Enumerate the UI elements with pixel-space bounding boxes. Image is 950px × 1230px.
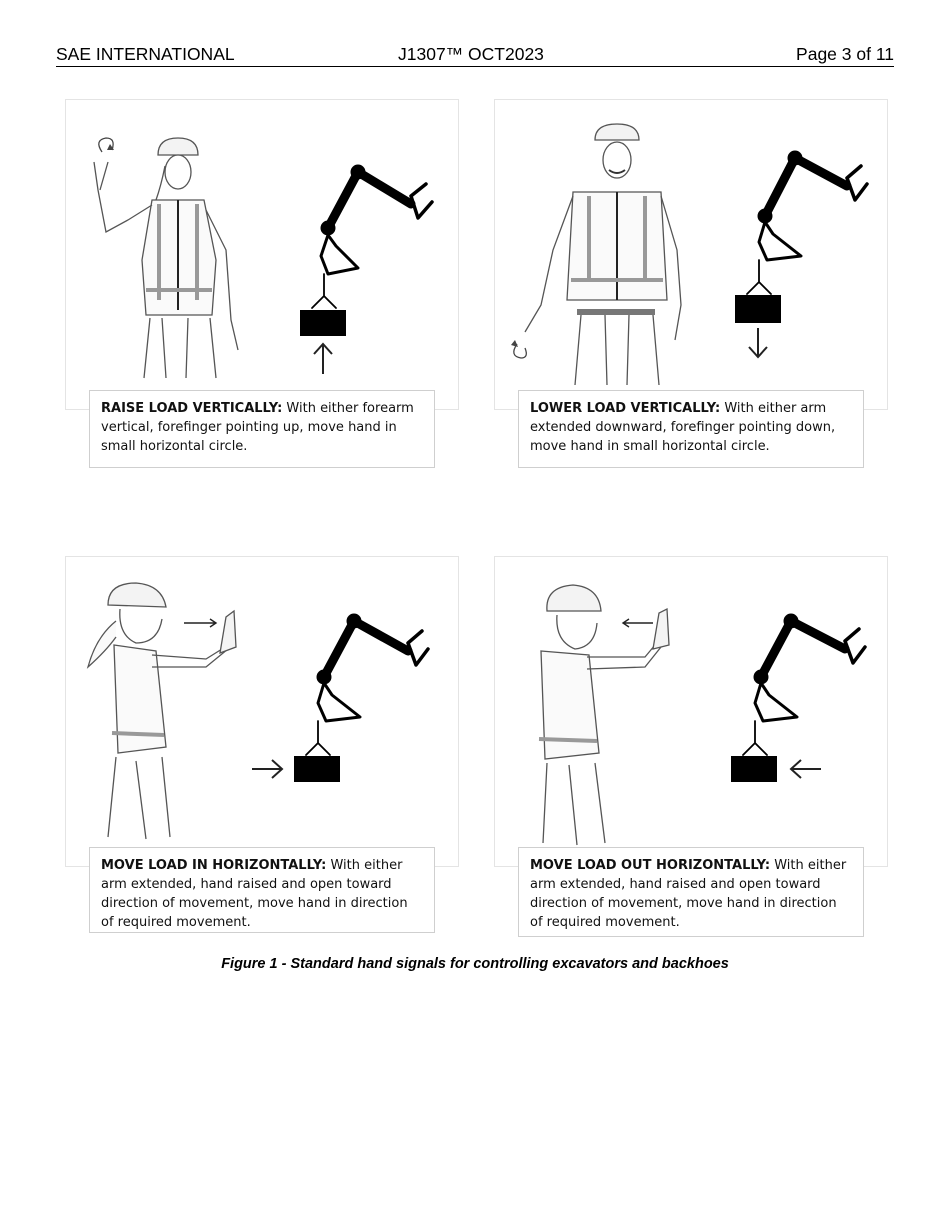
load-block [300, 310, 346, 336]
lower-load-caption [518, 390, 864, 468]
excavator-arm-icon [743, 614, 865, 755]
arrow-up-icon [314, 344, 332, 374]
panel-move-load-out [494, 556, 888, 867]
excavator-arm-icon [306, 614, 428, 755]
move-load-out-caption [518, 847, 864, 937]
panel-lower-load [494, 99, 888, 410]
arrow-down-icon [749, 328, 767, 357]
lower-load-title: LOWER LOAD VERTICALLY: [530, 401, 721, 416]
excavator-arm-icon [747, 151, 867, 294]
excavator-arm-icon [312, 165, 432, 308]
move-load-in-description: With either arm extended, hand raised and open toward direction of movement, move hand in direction of required movement. [101, 858, 408, 930]
worker-figure-male-side [539, 585, 669, 845]
lower-load-illustration [495, 100, 887, 409]
move-load-out-illustration [495, 557, 887, 866]
raise-load-illustration [66, 100, 458, 409]
header-document-id: J1307™ OCT2023 [398, 44, 544, 64]
arrow-left-icon [791, 760, 821, 778]
move-load-in-illustration [66, 557, 458, 866]
load-block [731, 756, 777, 782]
move-load-in-title: MOVE LOAD IN HORIZONTALLY: [101, 858, 327, 873]
header-organization: SAE INTERNATIONAL [56, 44, 235, 64]
worker-figure-female-arm-up [94, 138, 238, 378]
move-load-out-description: With either arm extended, hand raised and open toward direction of movement, move hand in direction of required movement. [530, 858, 847, 930]
panel-raise-load [65, 99, 459, 410]
circle-motion-arrowhead [511, 340, 518, 347]
motion-arrow-left-icon [623, 619, 653, 627]
raise-load-caption [89, 390, 435, 468]
motion-arrow-right-icon [184, 619, 216, 627]
raise-load-title: RAISE LOAD VERTICALLY: [101, 401, 283, 416]
worker-figure-male-arm-down [525, 124, 681, 385]
load-block [294, 756, 340, 782]
panel-move-load-in [65, 556, 459, 867]
move-load-in-caption [89, 847, 435, 933]
figure-caption: Figure 1 - Standard hand signals for controlling excavators and backhoes [221, 956, 729, 972]
raise-load-description: With either forearm vertical, forefinger pointing up, move hand in small horizontal circle. [101, 401, 414, 454]
lower-load-description: With either arm extended downward, forefinger pointing down, move hand in small horizontal circle. [530, 401, 836, 454]
move-load-out-title: MOVE LOAD OUT HORIZONTALLY: [530, 858, 771, 873]
arrow-right-icon [252, 760, 282, 778]
header-page-number: Page 3 of 11 [796, 44, 894, 64]
load-block [735, 295, 781, 323]
page-header [56, 44, 894, 67]
